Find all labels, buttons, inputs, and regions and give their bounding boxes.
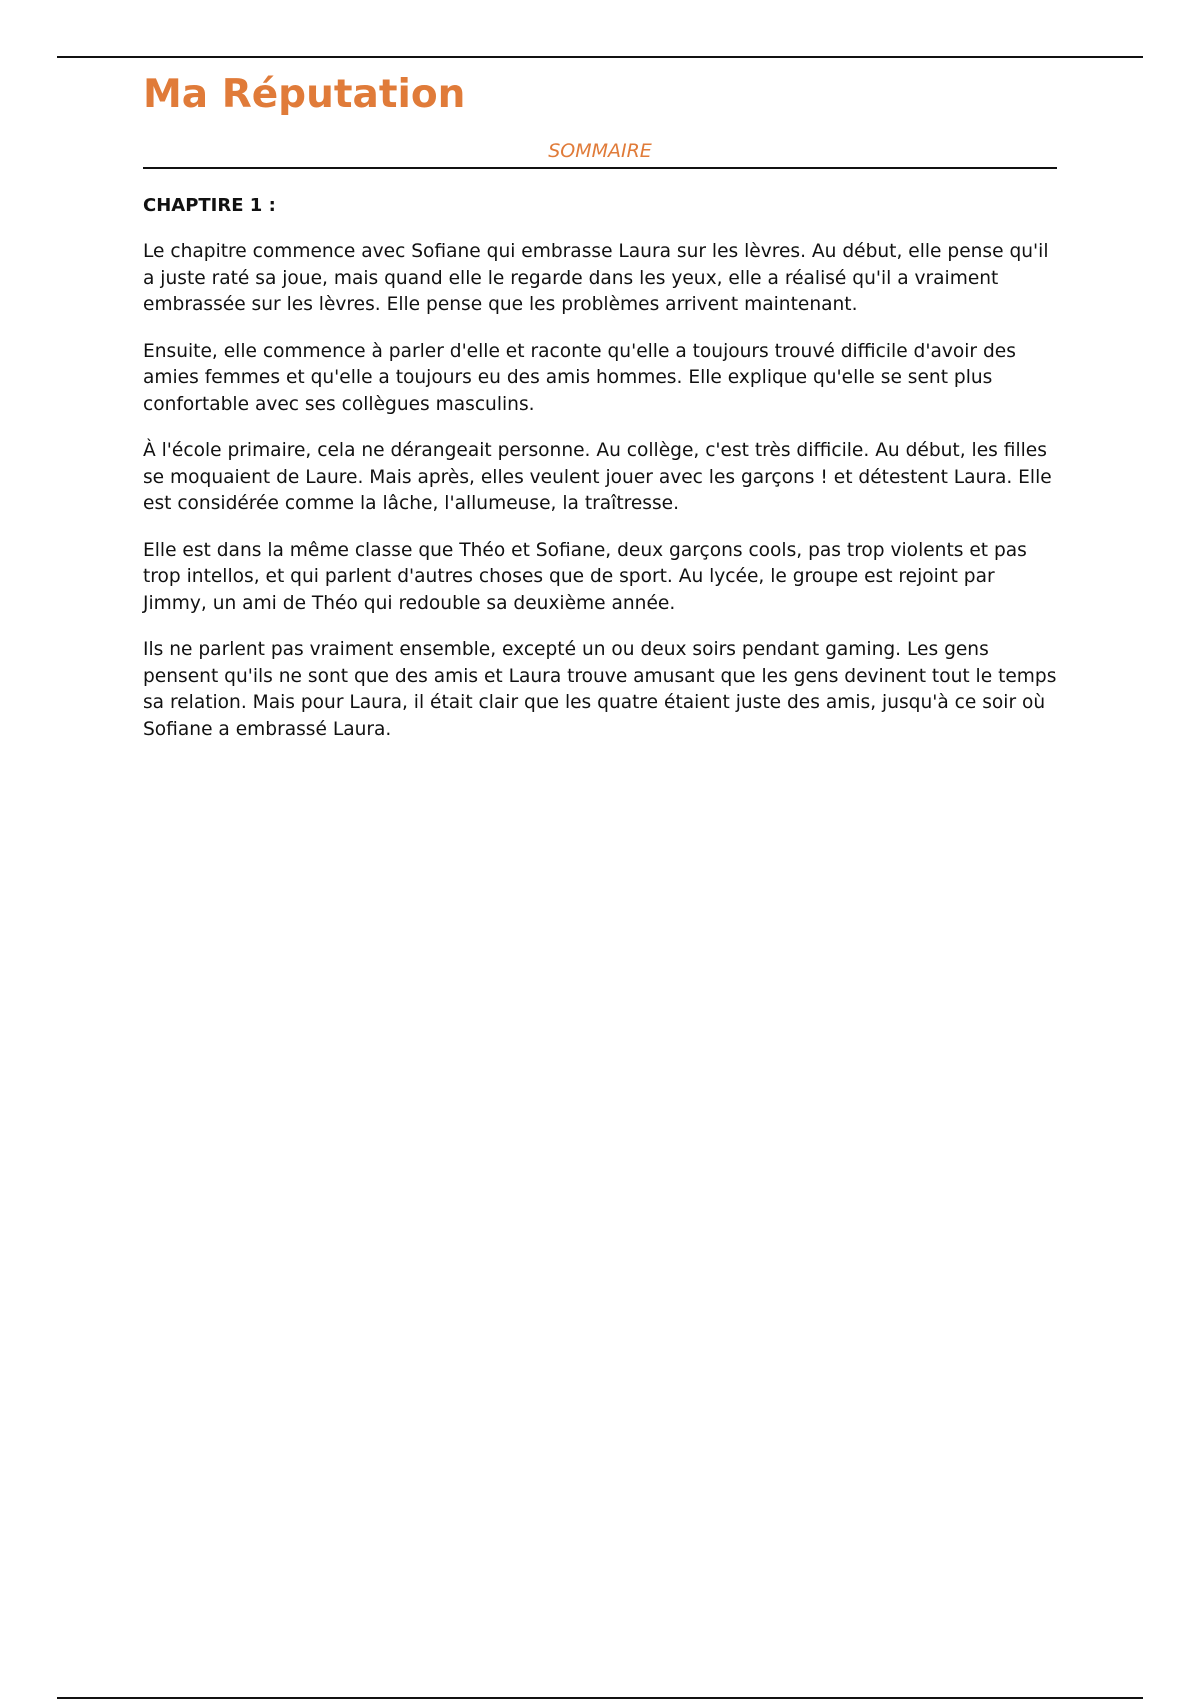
summary-label: SOMMAIRE: [548, 140, 652, 162]
page-top-rule: [57, 56, 1143, 58]
summary-divider: [143, 167, 1057, 169]
document-title: Ma Réputation: [143, 72, 466, 117]
chapter-1: [143, 193, 1057, 743]
chapter-heading: CHAPTIRE 1 :: [143, 195, 276, 216]
document-body: [143, 70, 1057, 743]
chapter-paragraph-3: À l'école primaire, cela ne dérangeait personne. Au collège, c'est très difficile. Au début, les filles se moquaient de Laure. Mais après, elles veulent jouer avec les garçons ! et détestent Laura. Elle est considérée comme la lâche, l'allumeuse, la traîtresse.: [143, 440, 1052, 514]
page-bottom-rule: [57, 1697, 1143, 1699]
chapter-paragraph-2: Ensuite, elle commence à parler d'elle et raconte qu'elle a toujours trouvé difficile d'avoir des amies femmes et qu'elle a toujours eu des amis hommes. Elle explique qu'elle se sent plus confortable avec ses collègues masculins.: [143, 340, 1016, 415]
chapter-paragraph-1: Le chapitre commence avec Sofiane qui embrasse Laura sur les lèvres. Au début, elle pense qu'il a juste raté sa joue, mais quand elle le regarde dans les yeux, elle a réalisé qu'il a vraiment embrassée sur les lèvres. Elle pense que les problèmes arrivent maintenant.: [143, 241, 1049, 315]
chapter-paragraph-4: Elle est dans la même classe que Théo et Sofiane, deux garçons cools, pas trop violents et pas trop intellos, et qui parlent d'autres choses que de sport. Au lycée, le groupe est rejoint par Jimmy, un ami de Théo qui redouble sa deuxième année.: [143, 539, 1027, 614]
chapter-paragraph-5: Ils ne parlent pas vraiment ensemble, excepté un ou deux soirs pendant gaming. Les gens pensent qu'ils ne sont que des amis et Laura trouve amusant que les gens devinent tout le temps sa relation. Mais pour Laura, il était clair que les quatre étaient juste des amis, jusqu'à ce soir où Sofiane a embrassé Laura.: [143, 639, 1057, 740]
